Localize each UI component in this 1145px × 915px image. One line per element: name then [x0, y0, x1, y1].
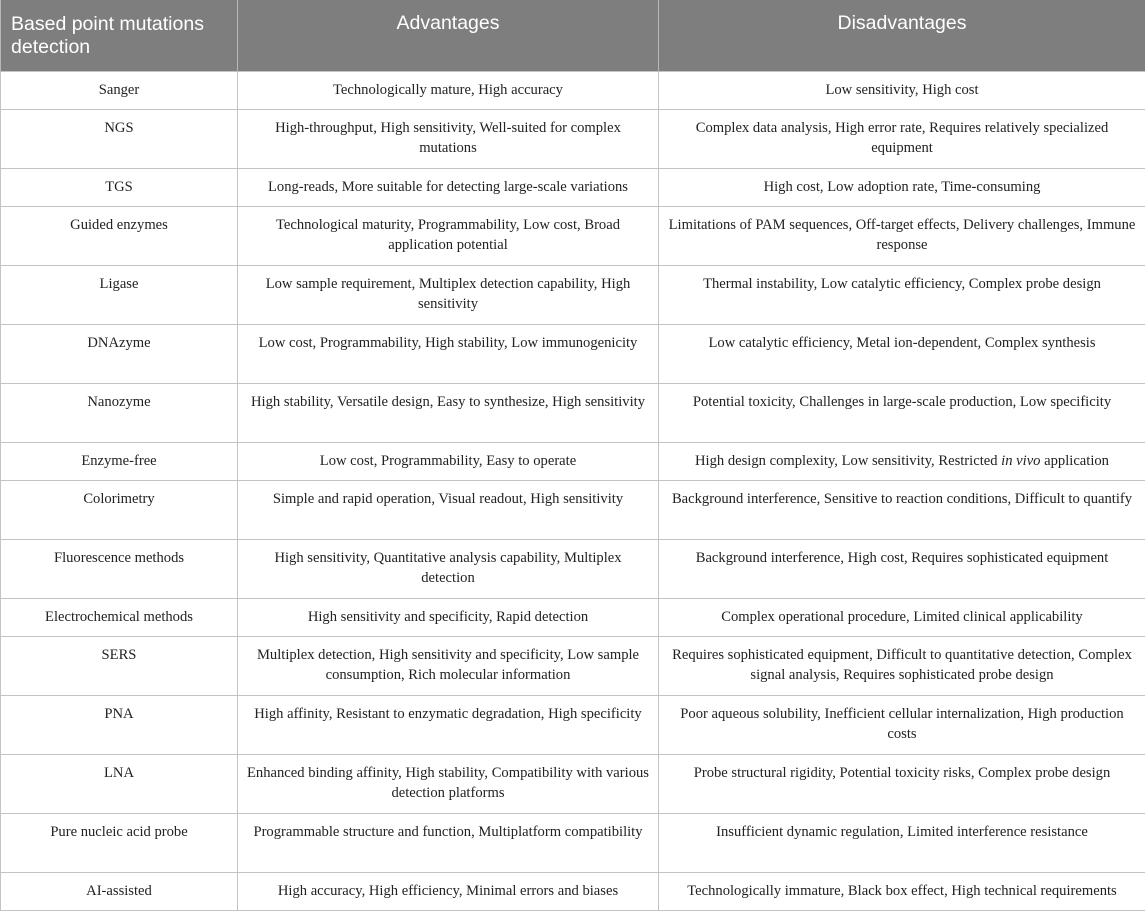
disadvantages-cell: Complex operational procedure, Limited clinical applicability: [659, 598, 1145, 636]
table-row: [1, 265, 1145, 324]
table-row: [1, 813, 1145, 872]
table-row: [1, 71, 1145, 109]
table-row: [1, 872, 1145, 910]
disadvantages-cell: Potential toxicity, Challenges in large-scale production, Low specificity: [659, 383, 1145, 442]
table-row: [1, 206, 1145, 265]
table-row: [1, 383, 1145, 442]
disadvantages-cell: Complex data analysis, High error rate, Requires relatively specialized equipment: [659, 109, 1145, 168]
table-row: [1, 480, 1145, 539]
method-cell: DNAzyme: [1, 324, 238, 383]
table-row: [1, 695, 1145, 754]
advantages-cell: Low sample requirement, Multiplex detection capability, High sensitivity: [238, 265, 659, 324]
advantages-cell: High sensitivity and specificity, Rapid detection: [238, 598, 659, 636]
advantages-cell: Simple and rapid operation, Visual readout, High sensitivity: [238, 480, 659, 539]
method-cell: Guided enzymes: [1, 206, 238, 265]
disadvantages-text-end: application: [1040, 452, 1109, 469]
disadvantages-cell: Background interference, High cost, Requires sophisticated equipment: [659, 539, 1145, 598]
disadvantages-cell: Thermal instability, Low catalytic efficiency, Complex probe design: [659, 265, 1145, 324]
disadvantages-cell: Background interference, Sensitive to reaction conditions, Difficult to quantify: [659, 480, 1145, 539]
advantages-cell: Low cost, Programmability, Easy to operate: [238, 442, 659, 480]
advantages-cell: High sensitivity, Quantitative analysis capability, Multiplex detection: [238, 539, 659, 598]
method-cell: Pure nucleic acid probe: [1, 813, 238, 872]
method-cell: SERS: [1, 636, 238, 695]
disadvantages-cell: High cost, Low adoption rate, Time-consuming: [659, 168, 1145, 206]
advantages-cell: Technological maturity, Programmability, Low cost, Broad application potential: [238, 206, 659, 265]
method-cell: Ligase: [1, 265, 238, 324]
table-row: [1, 598, 1145, 636]
header-disadvantages: Disadvantages: [659, 0, 1145, 71]
in-vivo-italic: in vivo: [1001, 452, 1041, 469]
advantages-cell: High affinity, Resistant to enzymatic degradation, High specificity: [238, 695, 659, 754]
advantages-cell: High accuracy, High efficiency, Minimal errors and biases: [238, 872, 659, 910]
disadvantages-cell: Poor aqueous solubility, Inefficient cellular internalization, High production costs: [659, 695, 1145, 754]
header-row: [1, 0, 1145, 71]
disadvantages-cell: Insufficient dynamic regulation, Limited interference resistance: [659, 813, 1145, 872]
method-cell: Electrochemical methods: [1, 598, 238, 636]
method-cell: PNA: [1, 695, 238, 754]
method-cell: Sanger: [1, 71, 238, 109]
disadvantages-cell: Low sensitivity, High cost: [659, 71, 1145, 109]
method-cell: LNA: [1, 754, 238, 813]
advantages-cell: Multiplex detection, High sensitivity and specificity, Low sample consumption, Rich molecular information: [238, 636, 659, 695]
disadvantages-cell: Low catalytic efficiency, Metal ion-dependent, Complex synthesis: [659, 324, 1145, 383]
table-row: [1, 168, 1145, 206]
table-row: [1, 539, 1145, 598]
disadvantages-cell: Probe structural rigidity, Potential toxicity risks, Complex probe design: [659, 754, 1145, 813]
header-method: Based point mutations detection: [1, 0, 238, 71]
method-cell: AI-assisted: [1, 872, 238, 910]
disadvantages-cell: Technologically immature, Black box effect, High technical requirements: [659, 872, 1145, 910]
method-cell: Fluorescence methods: [1, 539, 238, 598]
method-cell: Colorimetry: [1, 480, 238, 539]
table-row: [1, 324, 1145, 383]
header-advantages: Advantages: [238, 0, 659, 71]
advantages-cell: Enhanced binding affinity, High stability, Compatibility with various detection platforms: [238, 754, 659, 813]
advantages-cell: Low cost, Programmability, High stability, Low immunogenicity: [238, 324, 659, 383]
advantages-cell: High stability, Versatile design, Easy to synthesize, High sensitivity: [238, 383, 659, 442]
advantages-cell: Programmable structure and function, Multiplatform compatibility: [238, 813, 659, 872]
advantages-cell: Long-reads, More suitable for detecting large-scale variations: [238, 168, 659, 206]
table-row: [1, 109, 1145, 168]
disadvantages-cell: Requires sophisticated equipment, Difficult to quantitative detection, Complex signal analysis, Requires sophisticated probe design: [659, 636, 1145, 695]
disadvantages-text-start: High design complexity, Low sensitivity, Restricted: [695, 452, 1002, 469]
table-row: [1, 754, 1145, 813]
method-cell: Enzyme-free: [1, 442, 238, 480]
disadvantages-cell: [659, 442, 1145, 480]
disadvantages-cell: Limitations of PAM sequences, Off-target effects, Delivery challenges, Immune response: [659, 206, 1145, 265]
advantages-cell: High-throughput, High sensitivity, Well-suited for complex mutations: [238, 109, 659, 168]
method-cell: TGS: [1, 168, 238, 206]
table-row: [1, 636, 1145, 695]
table-row: [1, 442, 1145, 480]
method-cell: NGS: [1, 109, 238, 168]
method-cell: Nanozyme: [1, 383, 238, 442]
advantages-cell: Technologically mature, High accuracy: [238, 71, 659, 109]
